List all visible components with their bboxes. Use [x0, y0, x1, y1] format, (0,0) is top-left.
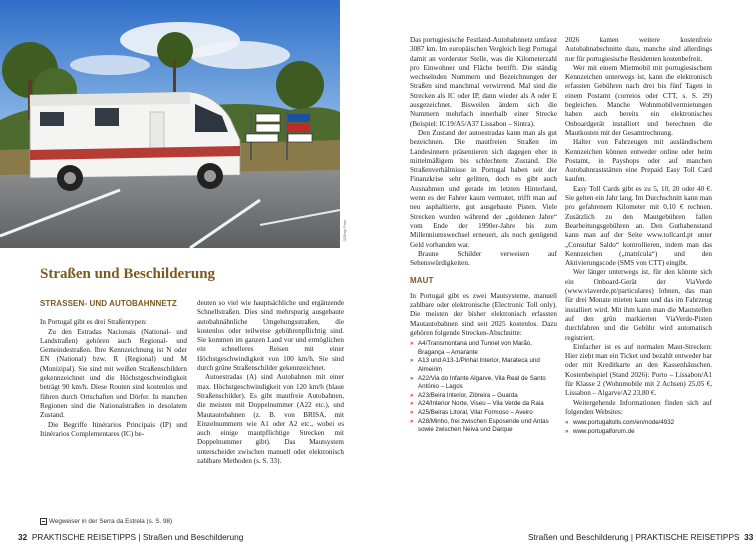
footer-left [18, 532, 243, 542]
col4-p2: Wer mit einem Mietmobil mit portugiesischem Kennzeichen unterwegs ist, kann die elektronisch erfassten Gebühren nach drei bis fünf Tagen in einem Postamt (correios oder CTT, s. S. 29) begleichen. Manche Wohnmobilvermietungen haben auch bereits ein elektronisches Onboardgerät installiert und berechnen die Mautkosten mit der Gesamtrechnung. [565, 63, 712, 137]
maut-list [410, 340, 557, 435]
arrow-icon: » [410, 391, 414, 399]
col2-p1: deuten so viel wie hauptsächliche und ergänzende Schnellstraßen. Dies sind mehrspurig ausgebaute autobahnähnliche Umgehungsstraßen, die kostenlos oder teilweise gebührenpflichtig sind. Sie kommen im ganzen Land vor und ermöglichen ein schnelleres Reisen mit einer Höchstgeschwindigkeit von 100 km/h. Sie sind durch grüne Straßenschilder gekennzeichnet. [197, 299, 344, 373]
footer-right [528, 532, 753, 542]
website-list [565, 419, 712, 436]
list-item: » A22/Via do Infante Algarve, Vila Real de Santo António – Lagos [410, 374, 546, 391]
col3-p2: Den Zustand der autoestradas kann man als gut bezeichnen. Die mautfreien Straßen im Landesinnern präsentieren sich dagegen eher in mittelmäßigem bis schlechtem Zustand. Die Straßenverhältnisse in Portugal haben seit der Finanzkrise sehr gelitten, doch es gibt auch Ausnahmen und gerade im letzten Hinterland, wenn es der Fahrer kaum vermutet, trifft man auf neu asphaltierte, gut ausgebaute Pisten. Viele Strecken wurden während der „goldenen Jahre“ vom Ende der 1990er-Jahre bis zum Millenniumswechsel erneuert, als noch genügend Geld vorhanden war. [410, 128, 557, 249]
list-item: » A23/Beira Interior, Zibreira – Guarda [410, 391, 518, 399]
col1-p2: Zu den Estradas Nacionais (National- und Landstraßen) gehören auch Regional- und Gemeindestraßen. Ihre Kennzeichnung ist N oder EN (National) bzw. R (Regional) und M (Munizipal). Sie sind mit weißen Straßenschildern gekennzeichnet und die Höchstgeschwindigkeit beträgt 90 km/h. Diese Routen sind kostenlos und führen durch Ortschaften und Dörfer. In manchen Regionen sind die Nationalstraßen in desolatem Zustand. [40, 327, 187, 420]
col4-p6: Einfacher ist es auf normalen Maut-Strecken: Hier zieht man ein Ticket und bezahlt entweder bar oder mit Kreditkarte an den Kassenhäuschen. Kostenbeispiel (Stand 2026): Porto – Lissabon/A1 für Klasse 2 (Wohnmobile mit 2 Achsen) 25,05 €, Lissabon – Algarve/A2 23,80 €. [565, 342, 712, 398]
photo-caption [40, 518, 172, 525]
camper-photo [0, 0, 340, 248]
photo-credit: 015rsp Foto [342, 220, 347, 242]
right-column-1 [410, 36, 557, 439]
caption-text: Wegweiser in der Serra da Estrela (s. S. 98) [49, 518, 173, 526]
col2-p2: Autoestradas (A) sind Autobahnen mit einer max. Höchstgeschwindigkeit von 120 km/h (blaue Straßenschilder). Es gibt mautfreie Autobahnen, die meisten mit Doppelnummer (A22 etc.), und Mautautobahnen (z. B. von BRISA, mit Einzelnummern wie A1 oder A2 etc., wobei es auch einige mautpflichtige Strecken mit Doppelnummer gibt). Das Mautsystem unterscheidet zwischen manuell oder elektronisch zahlbare Methoden (s. S. 33). [197, 373, 344, 466]
list-item[interactable]: » www.portugalforum.de [565, 427, 635, 435]
camper-van [30, 92, 240, 191]
arrow-icon: » [410, 357, 414, 365]
col4-p4: Easy Toll Cards gibt es zu 5, 10, 20 oder 40 €. Sie gelten ein Jahr lang. Im Durchschnitt kann man pro gefahrenem Kilometer mit 0,10 € rechnen. Zusätzlich zu den Mautgebühren fallen Bearbeitungsgebühren an. Den Guthabenstand kann man auf der Seite www.tollcard.pt unter „Consultar Saldo“ kontrollieren, indem man das Kennzeichen („matrícula“) und den Aktivierungscode (SMS von CTT) eingibt. [565, 184, 712, 268]
col4-p1: 2026 kamen weitere kostenfreie Autobahnabschnitte dazu, manche sind allerdings nur für portugiesische Residenten kostenbefreit. [565, 36, 712, 63]
caption-icon [40, 518, 47, 525]
col1-p1: In Portugal gibt es drei Straßentypen: [40, 318, 147, 327]
list-item: » A13 und A13-1/Pinhal Interior, Marateca und Almeirim [410, 357, 540, 373]
arrow-icon: » [410, 374, 414, 382]
col3-p3: Braune Schilder verweisen auf Sehenswürdigkeiten. [410, 249, 557, 268]
page-number-left: 32 [18, 532, 28, 542]
list-item[interactable]: » www.portugaltolls.com/en/node/4932 [565, 419, 675, 427]
footer-right-text: Straßen und Beschilderung | PRAKTISCHE REISETIPPS [528, 532, 740, 542]
col4-p7: Weitergehende Informationen finden sich auf folgenden Websites: [565, 398, 712, 416]
arrow-icon: » [565, 427, 569, 435]
section-title: Straßen und Beschilderung [40, 266, 216, 282]
col4-p5: Wer länger unterwegs ist, für den könnte sich ein Onboard-Gerät der ViaVerde (www.viaverde.pt/particulares) lohnen, das man für drei Monate mieten kann und das im Fahrzeug installiert wird. Mit ihm kann man die Mautstellen auf den grün markierten ViaVerde-Pisten durchfahren und die Gebühr wird automatisch registriert. [565, 268, 712, 342]
arrow-icon: » [565, 419, 569, 427]
left-column-1 [40, 299, 187, 439]
arrow-icon: » [410, 417, 414, 425]
left-column-2 [197, 299, 344, 466]
right-column-2 [565, 36, 712, 440]
list-item: » A4/Transmontana und Tunnel von Marão, Bragança – Amarante [410, 340, 532, 356]
arrow-icon: » [410, 408, 414, 416]
list-item: » A24/Interior Norte, Viseu – Vila Verde da Raia [410, 400, 544, 408]
footer-left-text: PRAKTISCHE REISETIPPS | Straßen und Beschilderung [31, 532, 244, 542]
arrow-icon: » [410, 340, 414, 348]
maut-intro: In Portugal gibt es zwei Mautsysteme, manuell zahlbare oder elektronische (Electronic Toll only). Die meisten der bisher elektronisch erfassten Mautautobahnen sind seit 2025 kostenlos. Dazu gehören folgende Strecken-Abschnitte: [410, 291, 557, 337]
maut-heading: MAUT [410, 276, 434, 286]
list-item: » A25/Beiras Litoral, Vilar Formoso – Aveiro [410, 408, 533, 416]
col3-p1: Das portugiesische Festland-Autobahnnetz umfasst 3087 km. Im europäischen Vergleich liegt Portugal damit an vorderster Stelle, was die Kilometerzahl pro Einwohner und Fläche betrifft. Die ständig wechselnden Nummern und Bezeichnungen der Straßen sind manchmal verwirrend. Mal sind die Strecken als IC oder IP, dann wieder als A oder E ausgezeichnet. Bisweilen ändern sich die Nummern mehrfach innerhalb einer Strecke (Beispiel: IC19/A5/A37 Lissabon – Sintra). [410, 36, 557, 128]
arrow-icon: » [410, 400, 414, 408]
subheading-strassennetz: STRASSEN- UND AUTOBAHNNETZ [40, 299, 177, 308]
col4-p3: Halter von Fahrzeugen mit ausländischem Kennzeichen können entweder online oder beim Postamt, in Payshops oder auf manchen Autobahnraststätten eine Prepaid Easy Toll Card kaufen. [565, 138, 712, 184]
list-item: » A28/Minho, frei zwischen Esposende und Antas sowie zwischen Neiva und Darque [410, 417, 549, 434]
col1-p3: Die Begriffe Itinérarios Principais (IP) und Itinérarios Complementares (IC) be- [40, 420, 187, 438]
page-number-right: 33 [744, 532, 753, 542]
